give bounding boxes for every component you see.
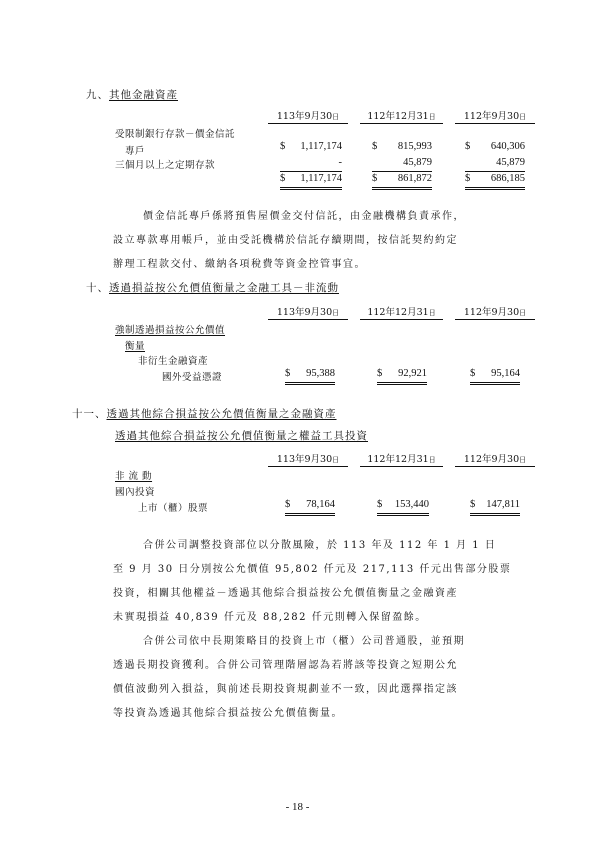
nine-header-col2: 112年12月31日 xyxy=(360,108,443,124)
eleven-subtitle: 透過其他綜合損益按公允價值衡量之權益工具投資 xyxy=(115,430,368,442)
section-ten-number: 十、 xyxy=(86,282,109,294)
section-ten-heading xyxy=(86,280,339,295)
nine-total-col3: $ 686,185 xyxy=(465,173,525,190)
nine-paragraph-line1: 價金信託專戶係將預售屋價金交付信託，由金融機構負責承作， xyxy=(143,211,465,222)
ten-label-mandatory: 強制透過損益按公允價值 xyxy=(115,325,226,336)
nine-total-col1: $ 1,117,174 xyxy=(280,173,342,190)
nine-row1-col1: $ 1,117,174 xyxy=(280,141,342,152)
eleven-paragraph2-line3: 價值波動列入損益，與前述長期投資規劃並不一致，因此選擇指定該 xyxy=(113,684,458,695)
eleven-paragraph2-line2: 透過長期投資獲利。合併公司管理階層認為若將該等投資之短期公允 xyxy=(113,660,458,671)
ten-label-foreign-fund: 國外受益憑證 xyxy=(162,372,223,383)
nine-row1-col2: $ 815,993 xyxy=(372,141,432,152)
eleven-paragraph2-line4: 等投資為透過其他綜合損益按公允價值衡量。 xyxy=(113,708,343,719)
section-eleven-number: 十一、 xyxy=(72,408,107,420)
eleven-header-col3: 112年9月30日 xyxy=(455,451,535,467)
nine-row2-col3: 45,879 xyxy=(465,157,525,172)
nine-row1-label-cont: 專戶 xyxy=(125,146,146,157)
eleven-label-listed-stocks: 上市（櫃）股票 xyxy=(138,503,209,514)
section-nine-title: 其他金融資產 xyxy=(109,89,178,101)
ten-header-col2: 112年12月31日 xyxy=(360,304,443,320)
eleven-value-col2: $ 153,440 xyxy=(377,499,429,516)
nine-row2-label: 三個月以上之定期存款 xyxy=(115,160,216,171)
section-ten-title: 透過損益按公允價值衡量之金融工具－非流動 xyxy=(109,282,339,294)
ten-label-nonderivative: 非衍生金融資產 xyxy=(138,356,209,367)
nine-header-col1: 113年9月30日 xyxy=(268,108,348,124)
nine-row1-label: 受限制銀行存款－價金信託 xyxy=(115,129,236,140)
eleven-paragraph1-line2: 至 9 月 30 日分別按公允價值 95,802 仟元及 217,113 仟元出售部分股票 xyxy=(113,564,512,575)
section-nine-number: 九、 xyxy=(86,89,109,101)
section-eleven-title: 透過其他綜合損益按公允價值衡量之金融資產 xyxy=(106,408,337,420)
ten-value-col1: $ 95,388 xyxy=(285,368,335,385)
eleven-header-col2: 112年12月31日 xyxy=(360,451,443,467)
ten-value-col3: $ 95,164 xyxy=(470,368,520,385)
section-nine-heading xyxy=(86,87,178,102)
eleven-paragraph1-line1: 合併公司調整投資部位以分散風險，於 113 年及 112 年 1 月 1 日 xyxy=(143,540,497,551)
eleven-label-noncurrent: 非 流 動 xyxy=(115,471,153,482)
eleven-value-col3: $ 147,811 xyxy=(470,499,520,516)
ten-value-col2: $ 92,921 xyxy=(377,368,427,385)
eleven-value-col1: $ 78,164 xyxy=(285,499,335,516)
nine-paragraph-line3: 辦理工程款交付、繳納各項稅費等資金控管事宜。 xyxy=(113,259,366,270)
nine-row2-col2: 45,879 xyxy=(372,157,432,172)
eleven-paragraph1-line4: 未實現損益 40,839 仟元及 88,282 仟元則轉入保留盈餘。 xyxy=(113,612,427,623)
nine-row2-col1: - xyxy=(280,157,342,172)
ten-label-measured: 衡量 xyxy=(125,341,146,352)
page-number: - 18 - xyxy=(285,801,310,813)
ten-header-col1: 113年9月30日 xyxy=(268,304,348,320)
nine-header-col3: 112年9月30日 xyxy=(455,108,535,124)
eleven-paragraph2-line1: 合併公司依中長期策略目的投資上市（櫃）公司普通股，並預期 xyxy=(143,636,465,647)
section-eleven-heading xyxy=(72,406,337,421)
nine-total-col2: $ 861,872 xyxy=(372,173,432,190)
ten-header-col3: 112年9月30日 xyxy=(455,304,535,320)
eleven-label-domestic: 國內投資 xyxy=(115,487,156,498)
eleven-paragraph1-line3: 投資，相關其他權益－透過其他綜合損益按公允價值衡量之金融資產 xyxy=(113,588,458,599)
nine-row1-col3: $ 640,306 xyxy=(465,141,525,152)
eleven-header-col1: 113年9月30日 xyxy=(268,451,348,467)
nine-paragraph-line2: 設立專款專用帳戶，並由受託機構於信託存續期間，按信託契約約定 xyxy=(113,235,458,246)
